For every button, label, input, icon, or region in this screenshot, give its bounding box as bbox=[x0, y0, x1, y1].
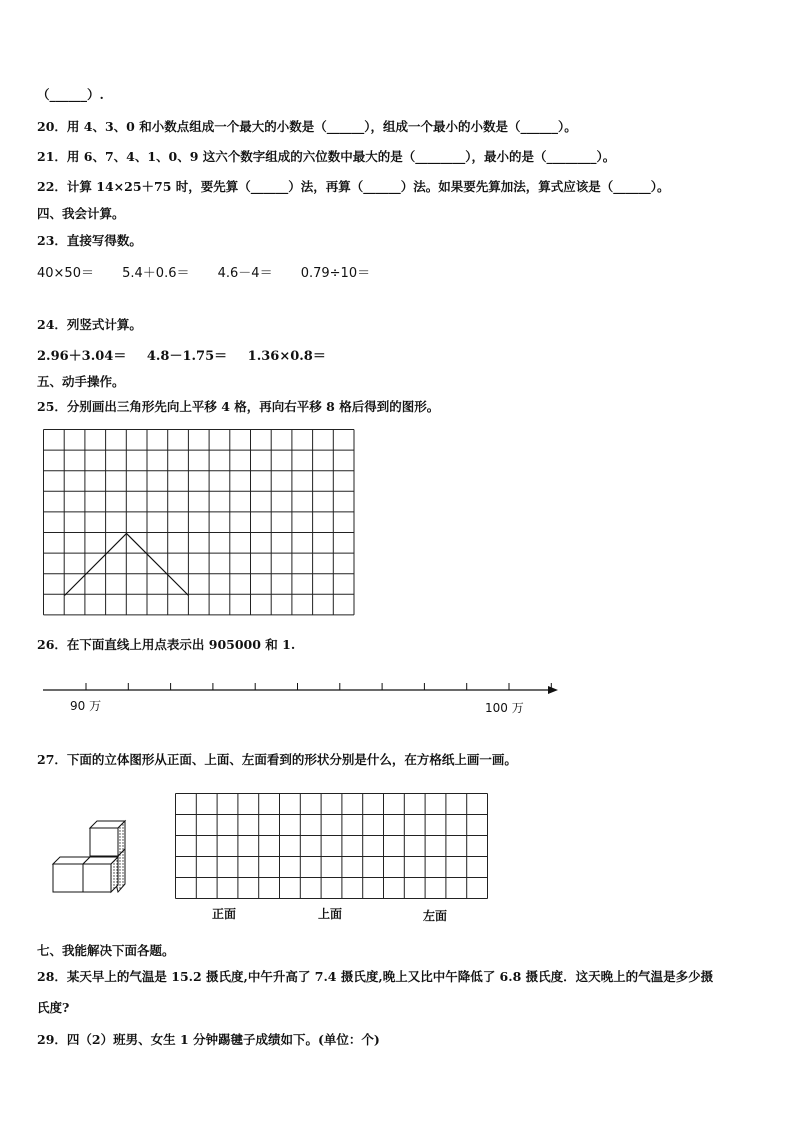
answer-blank-continuation: （______）. bbox=[37, 87, 104, 102]
question-24: 24．列竖式计算。 bbox=[37, 317, 142, 332]
question-21: 21．用 6、7、4、1、0、9 这六个数字组成的六位数中最大的是（________），最小的是（________）。 bbox=[37, 149, 616, 164]
translation-grid bbox=[43, 429, 357, 619]
question-28-line2: 氏度? bbox=[37, 1000, 70, 1015]
question-29: 29．四（2）班男、女生 1 分钟踢毽子成绩如下。(单位：个) bbox=[37, 1032, 380, 1047]
q24-item: 4.8－1.75＝ bbox=[146, 349, 228, 364]
q24-item: 2.96＋3.04＝ bbox=[37, 349, 127, 364]
label-left-view: 左面 bbox=[423, 909, 448, 923]
number-line-arrow bbox=[548, 686, 558, 694]
q23-item: 4.6－4＝ bbox=[217, 266, 273, 281]
question-25: 25．分别画出三角形先向上平移 4 格，再向右平移 8 格后得到的图形。 bbox=[37, 399, 440, 414]
question-27: 27．下面的立体图形从正面、上面、左面看到的形状分别是什么，在方格纸上画一画。 bbox=[37, 752, 517, 767]
section-7-heading: 七、我能解决下面各题。 bbox=[37, 943, 175, 958]
number-line-left-label: 90 万 bbox=[70, 699, 102, 713]
label-top-view: 上面 bbox=[318, 907, 343, 921]
question-28-line1: 28．某天早上的气温是 15.2 摄氏度,中午升高了 7.4 摄氏度,晚上又比中午降低了 6.8 摄氏度．这天晚上的气温是多少摄 bbox=[37, 969, 714, 984]
q23-item: 5.4＋0.6＝ bbox=[122, 266, 190, 281]
q23-item: 40×50＝ bbox=[37, 266, 94, 281]
q24-expressions bbox=[37, 345, 342, 364]
cube-solid-figure bbox=[50, 818, 130, 898]
question-23: 23．直接写得数。 bbox=[37, 233, 142, 248]
label-front-view: 正面 bbox=[212, 907, 237, 921]
question-20: 20．用 4、3、0 和小数点组成一个最大的小数是（______），组成一个最小的小数是（______）。 bbox=[37, 119, 577, 134]
q23-item: 0.79÷10＝ bbox=[300, 266, 371, 281]
view-drawing-grid bbox=[175, 793, 489, 899]
section-5-heading: 五、动手操作。 bbox=[37, 374, 125, 389]
question-22: 22．计算 14×25＋75 时，要先算（______）法，再算（______）法。如果要先算加法，算式应该是（______）。 bbox=[37, 179, 670, 194]
q23-expressions bbox=[37, 262, 394, 281]
section-4-heading: 四、我会计算。 bbox=[37, 206, 125, 221]
number-line-right-label: 100 万 bbox=[485, 701, 524, 715]
q24-item: 1.36×0.8＝ bbox=[247, 349, 326, 364]
question-26: 26．在下面直线上用点表示出 905000 和 1. bbox=[37, 637, 296, 652]
